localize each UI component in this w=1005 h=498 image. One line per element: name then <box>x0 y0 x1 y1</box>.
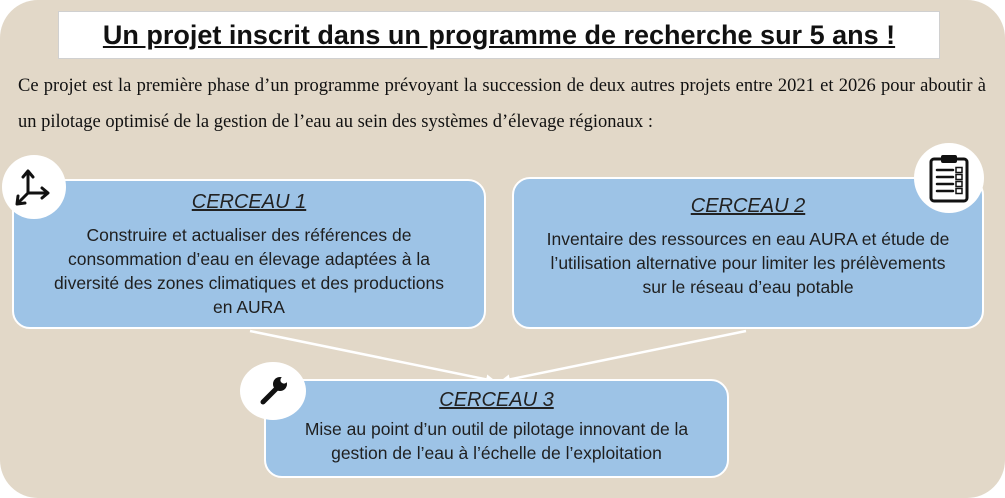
title-box <box>58 11 940 59</box>
arrow-cerceau2-to-cerceau3 <box>502 331 746 381</box>
cerceau-3-description: Mise au point d’un outil de pilotage innovant de la gestion de l’eau à l’échelle de l’exploitation <box>304 419 689 463</box>
wrench-icon <box>240 362 306 420</box>
intro-paragraph: Ce projet est la première phase d’un programme prévoyant la succession de deux autres projets entre 2021 et 2026 pour aboutir à un pilotage optimisé de la gestion de l’eau au sein des systèmes d’élevage régionaux : <box>18 76 986 132</box>
axes-icon <box>2 155 66 219</box>
clipboard-checklist-icon <box>914 143 984 213</box>
page-title: Un projet inscrit dans un programme de recherche sur 5 ans ! <box>102 19 896 50</box>
cerceau-1-card <box>12 179 486 329</box>
cerceau-2-description: Inventaire des ressources en eau AURA et étude de l’utilisation alternative pour limiter les prélèvements sur le réseau d’eau potable <box>546 229 950 297</box>
cerceau-3-card <box>264 379 729 478</box>
cerceau-2-title: CERCEAU 2 <box>690 195 806 217</box>
cerceau-2-card <box>512 177 984 329</box>
cerceau-1-description: Construire et actualiser des références de consommation d’eau en élevage adaptées à la diversité des zones climatiques et des productions en AURA <box>53 225 445 317</box>
cerceau-1-title: CERCEAU 1 <box>191 191 307 213</box>
cerceau-3-title: CERCEAU 3 <box>439 389 554 411</box>
